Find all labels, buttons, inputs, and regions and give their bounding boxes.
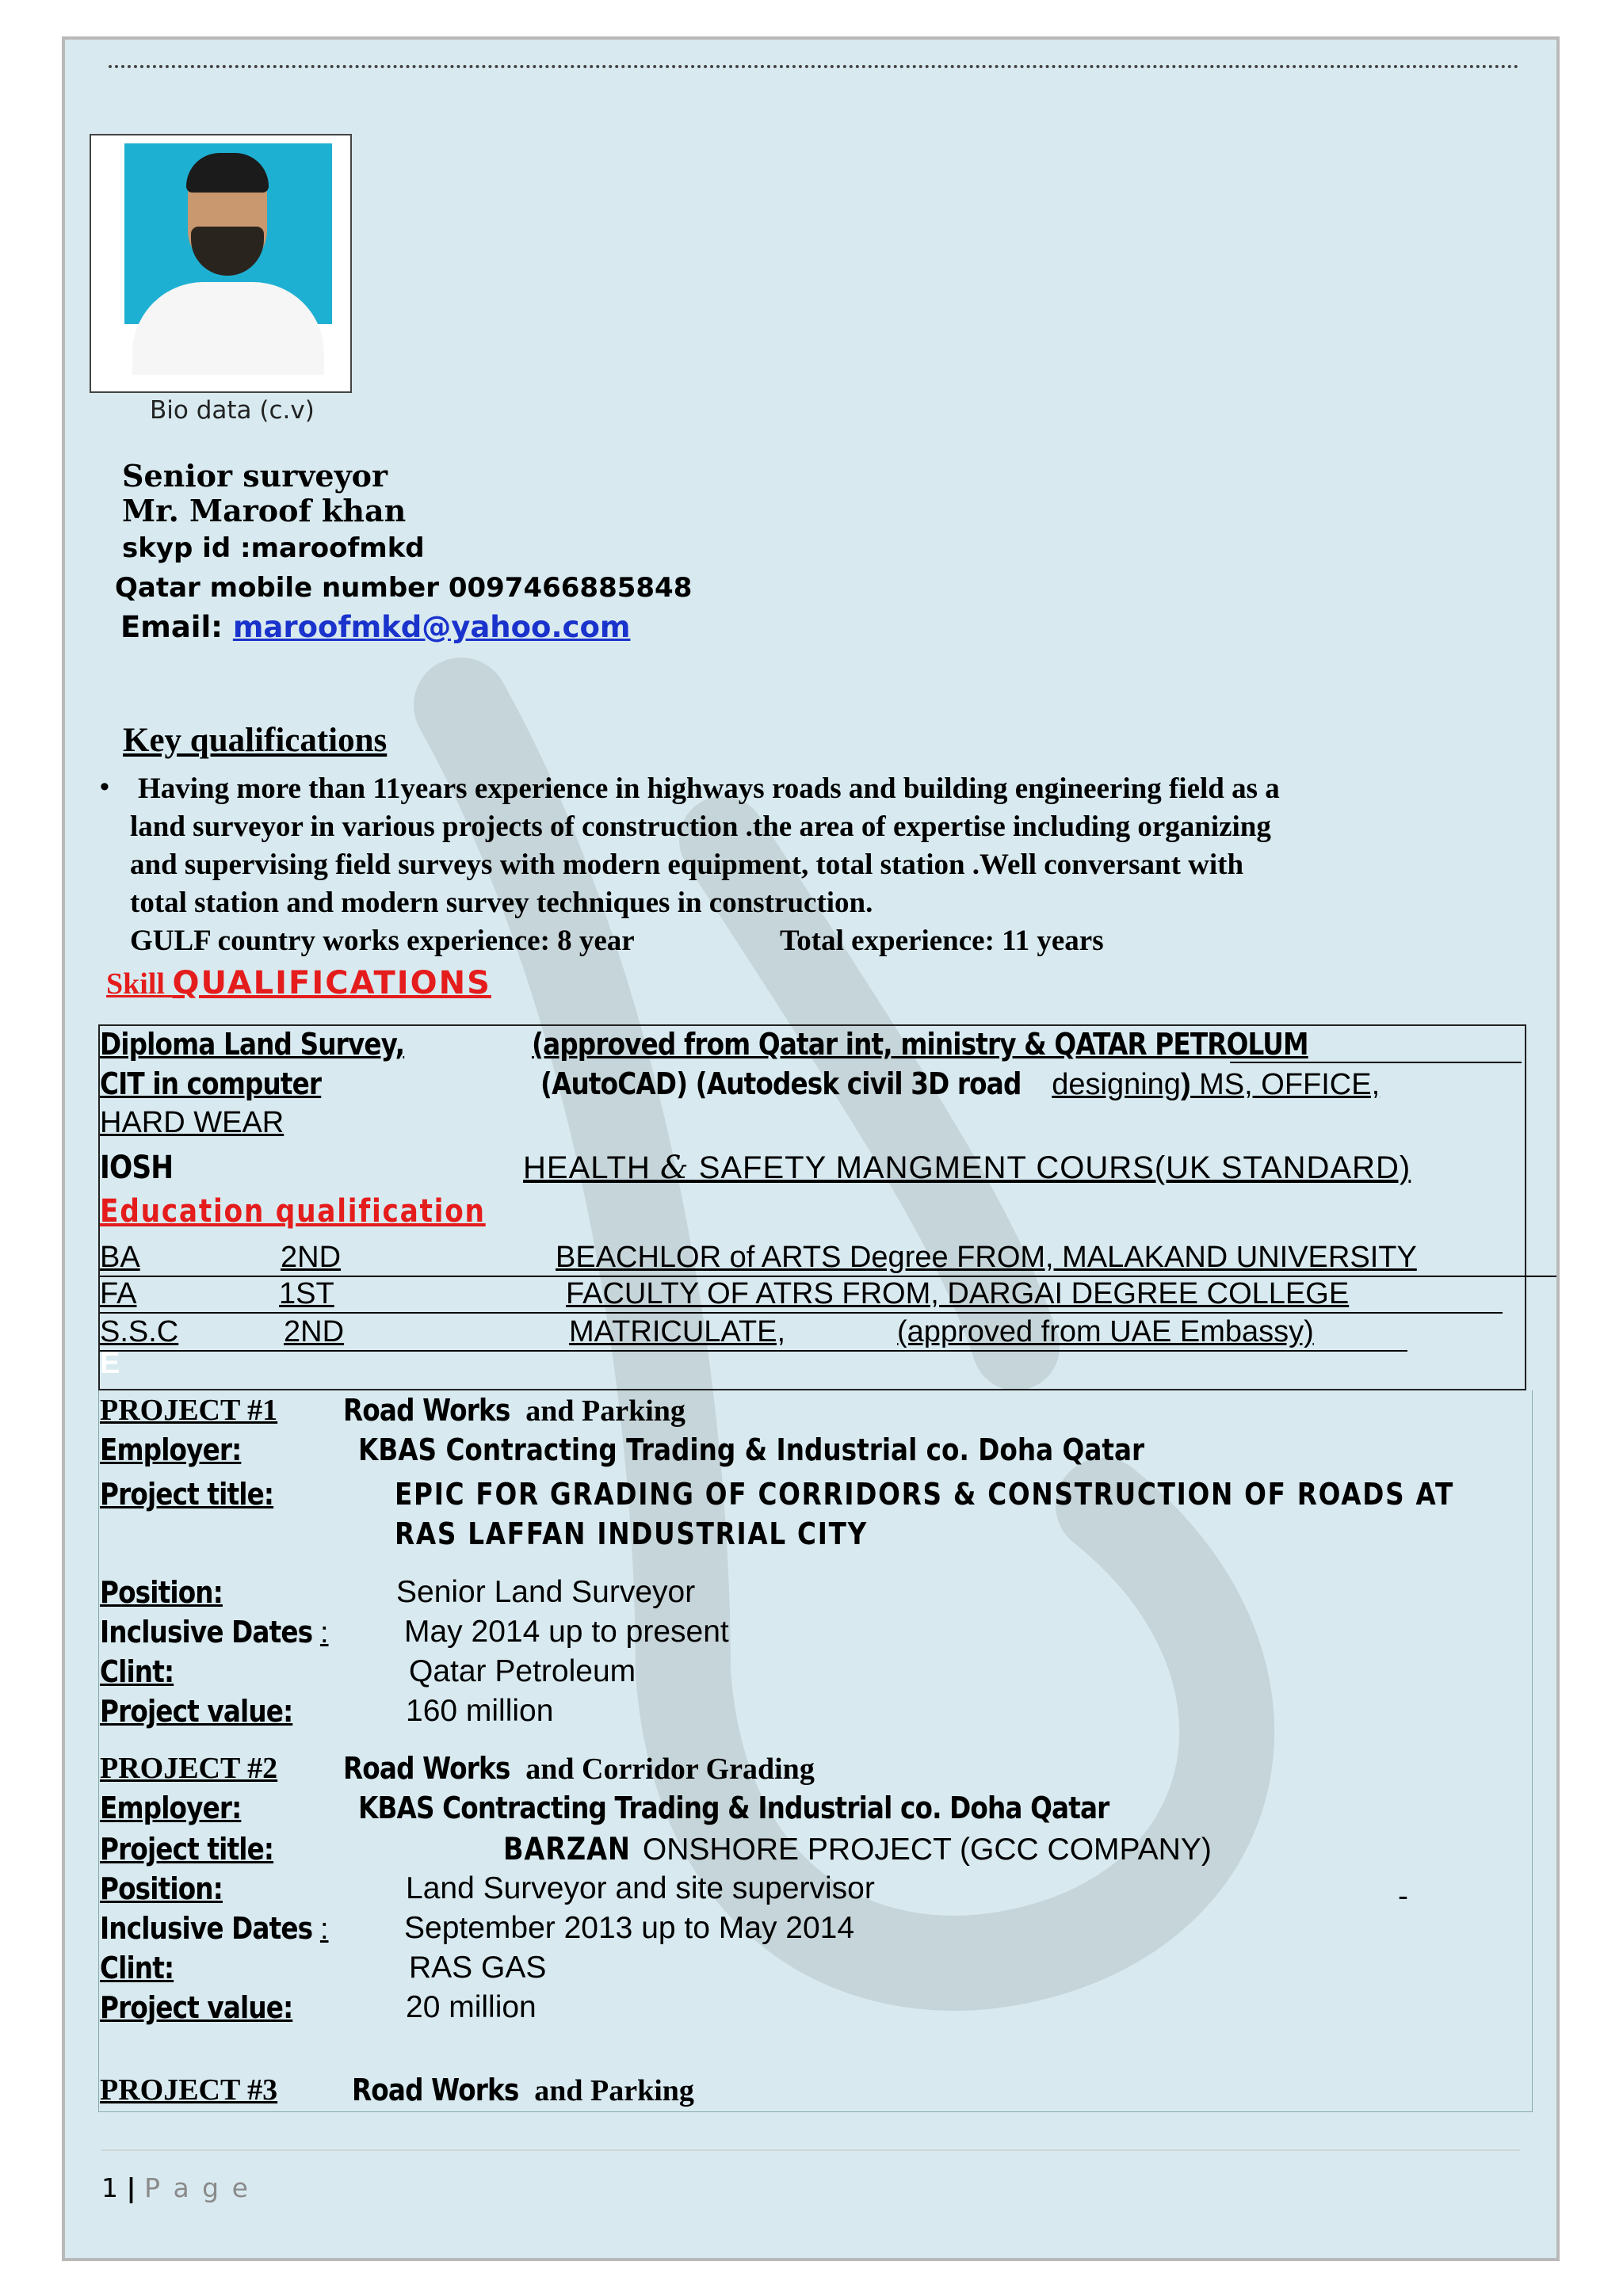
edu-ssc-division: 2ND: [284, 1315, 345, 1348]
email-line: [120, 610, 630, 644]
project-3-type: [352, 2073, 694, 2108]
iosh-label: IOSH: [100, 1150, 174, 1186]
project-2-title-label: Project title:: [100, 1832, 274, 1867]
diploma-label: Diploma Land Survey,: [100, 1027, 405, 1062]
project-1-title-label: Project title:: [100, 1477, 274, 1512]
project-1-type-bold: Road Works: [343, 1393, 510, 1428]
project-1-client-label: Clint:: [100, 1654, 174, 1689]
edu-ba-degree: BA: [100, 1241, 140, 1274]
project-1-heading: PROJECT #1: [100, 1394, 278, 1427]
project-1-value-label: Project value:: [100, 1694, 293, 1729]
trailing-letter: E: [100, 1347, 120, 1380]
cit-value-plain: designing: [1052, 1068, 1181, 1101]
hardware-line: HARD WEAR: [100, 1106, 285, 1139]
skype-id: skyp id :maroofmkd: [122, 532, 425, 564]
project-1-dates-label: Inclusive Dates :: [100, 1615, 329, 1650]
edu-ssc-degree: S.S.C: [100, 1315, 179, 1348]
total-experience: Total experience: 11 years: [780, 925, 1104, 957]
iosh-value: [523, 1150, 1411, 1186]
skill-heading-small: Skill: [106, 967, 173, 1001]
document-page: [62, 36, 1560, 2261]
gulf-experience: GULF country works experience: 8 year: [130, 925, 635, 957]
page-word: P a g e: [144, 2172, 250, 2203]
project-2-title-bold: BARZAN: [503, 1832, 631, 1867]
edu-fa-rule: [100, 1312, 1503, 1314]
photo-caption: Bio data (c.v): [150, 396, 315, 425]
edu-ssc-detail2: (approved from UAE Embassy): [897, 1315, 1314, 1348]
iosh-value-b: SAFETY MANGMENT COURS(UK STANDARD): [689, 1150, 1411, 1185]
edu-ssc-detail: MATRICULATE,: [569, 1315, 786, 1348]
project-2-type-rest: and Corridor Grading: [517, 1753, 815, 1786]
page-number: 1: [101, 2172, 118, 2203]
iosh-amp: &: [659, 1150, 689, 1186]
job-title: Senior surveyor: [122, 458, 388, 494]
project-1-title-line2: RAS LAFFAN INDUSTRIAL CITY: [395, 1516, 869, 1551]
project-1-value: 160 million: [406, 1694, 554, 1728]
cit-value: [540, 1066, 1380, 1102]
email-link[interactable]: maroofmkd@yahoo.com: [232, 610, 631, 644]
edu-fa-detail: FACULTY OF ATRS FROM, DARGAI DEGREE COLLEGE: [566, 1277, 1350, 1310]
project-1-title-line1: EPIC FOR GRADING OF CORRIDORS & CONSTRUCTION OF ROADS AT: [395, 1477, 1455, 1512]
email-label: Email:: [120, 610, 223, 644]
edu-ssc-rule: [100, 1350, 1407, 1352]
project-1-type-rest: and Parking: [517, 1394, 685, 1428]
skill-heading: [106, 965, 491, 1001]
key-qualifications-heading: Key qualifications: [123, 722, 388, 759]
project-1-dates: May 2014 up to present: [404, 1615, 729, 1649]
project-2-dash: -: [1398, 1879, 1408, 1913]
project-1-type: [343, 1393, 685, 1428]
project-3-heading: PROJECT #3: [100, 2073, 278, 2107]
edu-ba-division: 2ND: [281, 1241, 342, 1274]
project-1-client: Qatar Petroleum: [409, 1654, 636, 1688]
qualification-line-2: land surveyor in various projects of construction .the area of expertise including organizing: [130, 810, 1271, 843]
page-footer: [101, 2172, 250, 2203]
project-3-type-rest: and Parking: [526, 2074, 694, 2107]
page-separator: |: [126, 2172, 136, 2203]
education-heading: Education qualification: [100, 1193, 486, 1230]
qualification-line-1: Having more than 11years experience in highways roads and building engineering field as a: [138, 772, 1280, 805]
cit-label: CIT in computer: [100, 1066, 322, 1101]
project-2-client: RAS GAS: [409, 1951, 547, 1985]
bullet-icon: •: [100, 772, 109, 802]
diploma-value: (approved from Qatar int, ministry & QATAR PETROLUM: [532, 1027, 1308, 1062]
qualification-line-3: and supervising field surveys with modern equipment, total station .Well conversant with: [130, 849, 1244, 881]
project-1-position: Senior Land Surveyor: [396, 1575, 696, 1609]
project-2-value: 20 million: [406, 1990, 537, 2024]
qualification-line-4: total station and modern survey techniques in construction.: [130, 887, 873, 919]
footer-rule: [101, 2149, 1520, 2151]
profile-photo: [124, 143, 332, 375]
project-2-employer-label: Employer:: [100, 1791, 242, 1825]
project-2-title-rest: ONSHORE PROJECT (GCC COMPANY): [634, 1833, 1212, 1867]
project-2-heading: PROJECT #2: [100, 1752, 278, 1785]
mobile-number: Qatar mobile number 0097466885848: [115, 572, 693, 604]
cit-value-bold: (AutoCAD) (Autodesk civil 3D road: [540, 1066, 1022, 1101]
edu-fa-degree: FA: [100, 1277, 137, 1310]
cit-value-close: ): [1180, 1068, 1191, 1101]
profile-photo-frame: [90, 134, 352, 393]
project-2-employer: KBAS Contracting Trading & Industrial co. Doha Qatar: [358, 1791, 1109, 1825]
project-2-type: [343, 1751, 815, 1787]
iosh-value-a: HEALTH: [523, 1150, 660, 1185]
project-2-client-label: Clint:: [100, 1951, 174, 1985]
project-1-employer: KBAS Contracting Trading & Industrial co. Doha Qatar: [358, 1432, 1145, 1467]
project-3-type-bold: Road Works: [352, 2073, 519, 2107]
edu-fa-division: 1ST: [279, 1277, 334, 1310]
project-2-value-label: Project value:: [100, 1990, 293, 2025]
project-2-type-bold: Road Works: [343, 1751, 510, 1786]
project-2-dates: September 2013 up to May 2014: [404, 1911, 855, 1945]
person-name: Mr. Maroof khan: [122, 493, 407, 528]
skill-heading-caps: QUALIFICATIONS: [172, 965, 491, 1001]
diploma-underline-extension: [1230, 1062, 1522, 1063]
project-2-title: [503, 1832, 1212, 1867]
cit-value-tail: MS, OFFICE,: [1190, 1068, 1381, 1101]
project-2-position-label: Position:: [100, 1871, 223, 1906]
project-1-employer-label: Employer:: [100, 1432, 242, 1467]
project-2-dates-label: Inclusive Dates :: [100, 1911, 329, 1946]
project-2-position: Land Surveyor and site supervisor: [406, 1871, 875, 1905]
edu-ba-detail: BEACHLOR of ARTS Degree FROM, MALAKAND UNIVERSITY: [556, 1241, 1417, 1274]
project-1-position-label: Position:: [100, 1575, 223, 1610]
